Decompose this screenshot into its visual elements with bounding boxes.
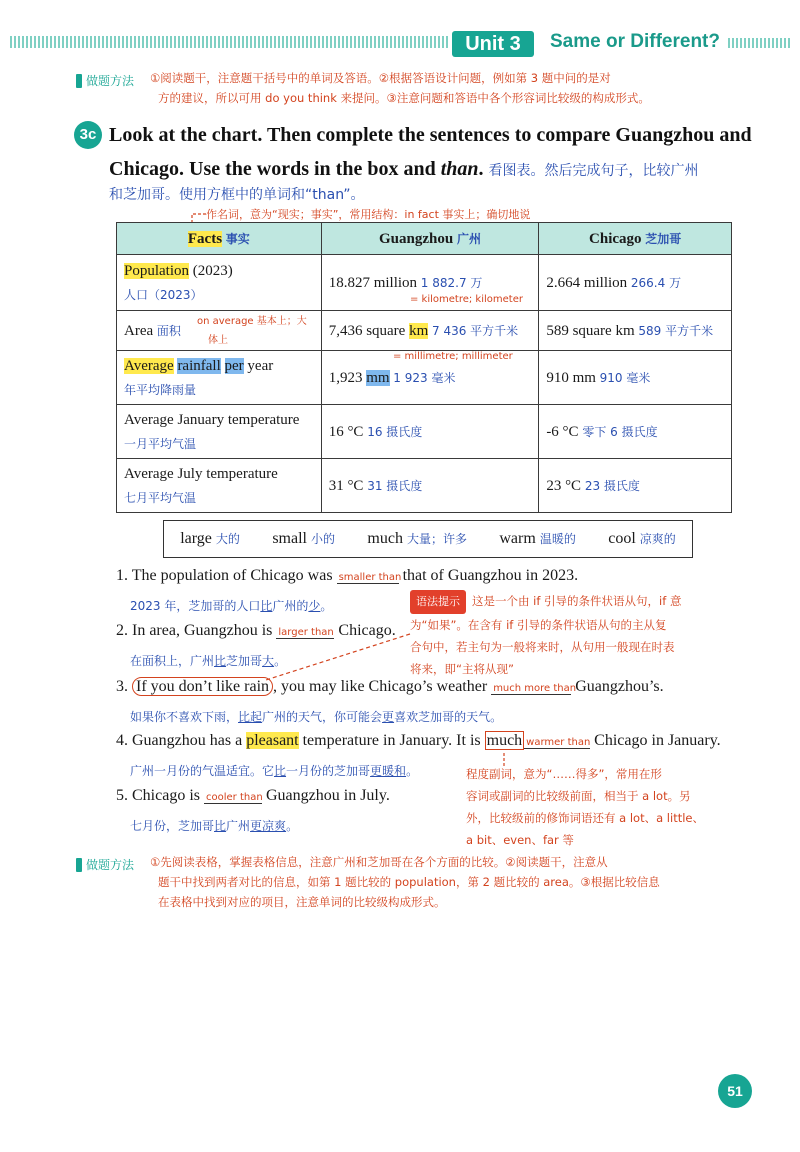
- sentence-5: 5. Chicago is cooler than Guangzhou in July.: [116, 787, 390, 804]
- tip-label: 做题方法: [86, 74, 135, 88]
- much-boxed: much: [486, 732, 523, 749]
- tip-line-1: ①阅读题干，注意题干括号中的单词及答语。②根据答语设计问题，例如第 3 题中问的是对: [150, 71, 611, 85]
- exercise-instruction-cn-line3: 和芝加哥。使用方框中的单词和“than”。: [109, 187, 365, 203]
- word-box: [163, 520, 693, 558]
- guangzhou-value: 7,436 square km 7 436 平方千米: [321, 311, 539, 351]
- sentence-4-translation: 广州一月份的气温适宜。它比一月份的芝加哥更暖和。: [130, 764, 419, 778]
- table-row: [117, 405, 732, 459]
- guangzhou-value: 16 °C 16 摄氏度: [321, 405, 539, 459]
- sentence-3-translation: 如果你不喜欢下雨，比起广州的天气，你可能会更喜欢芝加哥的天气。: [130, 710, 503, 724]
- header-chicago: Chicago 芝加哥: [539, 223, 732, 255]
- chicago-value: 23 °C 23 摄氏度: [539, 459, 732, 513]
- answer-blank-2[interactable]: larger than: [278, 627, 334, 638]
- word-large: large 大的: [180, 530, 240, 547]
- sentence-5-translation: 七月份，芝加哥比广州更凉爽。: [130, 819, 299, 833]
- exercise-instruction-line1: Look at the chart. Then complete the sentences to compare Guangzhou and: [109, 124, 752, 146]
- header-guangzhou: Guangzhou 广州: [321, 223, 539, 255]
- tip-marker-icon: [76, 858, 82, 872]
- sentence-2: 2. In area, Guangzhou is larger than Chicago.: [116, 622, 396, 639]
- table-header-row: [117, 223, 732, 255]
- facts-table: [116, 222, 732, 513]
- row-label: Area 面积: [117, 311, 322, 351]
- row-label: Average July temperature 七月平均气温: [117, 459, 322, 513]
- row-label: Average January temperature 一月平均气温: [117, 405, 322, 459]
- header-facts: Facts 事实: [117, 223, 322, 255]
- tip2-line-1: ①先阅读表格，掌握表格信息，注意广州和芝加哥在各个方面的比较。②阅读题干，注意从: [150, 855, 608, 869]
- if-clause-circled: If you don’t like rain: [132, 677, 273, 696]
- chicago-value: -6 °C 零下 6 摄氏度: [539, 405, 732, 459]
- chicago-value: 589 square km 589 平方千米: [539, 311, 732, 351]
- grammar-note-connector: [260, 630, 415, 685]
- table-row: [117, 459, 732, 513]
- grammar-note: 语法提示 这是一个由 if 引导的条件状语从句，if 意 为“如果”。在含有 if 引导的条件状语从句的主从复 合句中，若主句为一般将来时，从句用一般现在时表 将来，即“主将从现”: [410, 590, 740, 680]
- degree-note-connector: [500, 752, 510, 768]
- exercise-instruction-line2: Chicago. Use the words in the box and than. 看图表。然后完成句子，比较广州: [109, 158, 699, 180]
- answer-blank-5[interactable]: cooler than: [206, 792, 263, 803]
- degree-adverb-note: 程度副词，意为“……得多”，常用在形 容词或副词的比较级前面，相当于 a lot。另 外，比较级前的修饰词语还有 a lot、a little、 a bit、even、far 等: [466, 767, 704, 847]
- mm-note: = millimetre; millimeter: [393, 351, 513, 362]
- chicago-value: 910 mm 910 毫米: [539, 351, 732, 405]
- tip-line-2: 方的建议，所以可用 do you think 来提问。③注意问题和答语中各个形容词比较级的构成形式。: [158, 91, 650, 105]
- row-label: Population (2023) 人口（2023）: [117, 255, 322, 311]
- sentence-1: 1. The population of Chicago was smaller than that of Guangzhou in 2023.: [116, 567, 579, 584]
- header-stripe: [10, 36, 450, 48]
- grammar-badge: 语法提示: [410, 590, 466, 614]
- guangzhou-value: 31 °C 31 摄氏度: [321, 459, 539, 513]
- sentence-4: 4. Guangzhou has a pleasant temperature in January. It is much warmer than Chicago in January.: [116, 732, 721, 749]
- sentence-1-translation: 2023 年，芝加哥的人口比广州的少。: [130, 599, 333, 613]
- row-label: Average rainfall per year 年平均降雨量: [117, 351, 322, 405]
- answer-blank-1[interactable]: smaller than: [338, 572, 402, 583]
- average-note-line2: 体上: [208, 331, 228, 346]
- exercise-instruction-cn: 看图表。然后完成句子，比较广州: [488, 163, 699, 179]
- guangzhou-value: 1,923 mm 1 923 毫米: [321, 351, 539, 405]
- tip-label: 做题方法: [86, 858, 135, 872]
- km-note: = kilometre; kilometer: [410, 294, 523, 305]
- average-note: on average 基本上；大: [197, 312, 307, 327]
- unit-title: Same or Different?: [550, 31, 720, 52]
- word-warm: warm 温暖的: [499, 530, 576, 547]
- sentence-2-translation: 在面积上，广州比芝加哥大。: [130, 654, 287, 668]
- answer-blank-4[interactable]: warmer than: [526, 737, 591, 748]
- unit-badge: Unit 3: [452, 31, 534, 57]
- tip-marker-icon: [76, 74, 82, 88]
- tip2-line-2: 题干中找到两者对比的信息，如第 1 题比较的 population，第 2 题比较的 area。③根据比较信息: [158, 875, 660, 889]
- answer-blank-3[interactable]: much more than: [493, 683, 577, 694]
- header-stripe-right: [728, 38, 790, 48]
- guangzhou-value: 18.827 million 1 882.7 万: [321, 255, 539, 311]
- tip2-line-3: 在表格中找到对应的项目，注意单词的比较级构成形式。: [158, 895, 446, 909]
- word-cool: cool 凉爽的: [608, 530, 676, 547]
- chicago-value: 2.664 million 266.4 万: [539, 255, 732, 311]
- word-small: small 小的: [272, 530, 335, 547]
- facts-note: 作名词，意为“现实；事实”，常用结构：in fact 事实上；确切地说: [206, 208, 531, 221]
- sentence-3: 3. If you don’t like rain , you may like Chicago’s weather much more than Guangzhou’s.: [116, 678, 664, 695]
- page-number: 51: [718, 1074, 752, 1108]
- exercise-badge: 3c: [74, 121, 102, 149]
- word-much: much 大量；许多: [367, 530, 467, 547]
